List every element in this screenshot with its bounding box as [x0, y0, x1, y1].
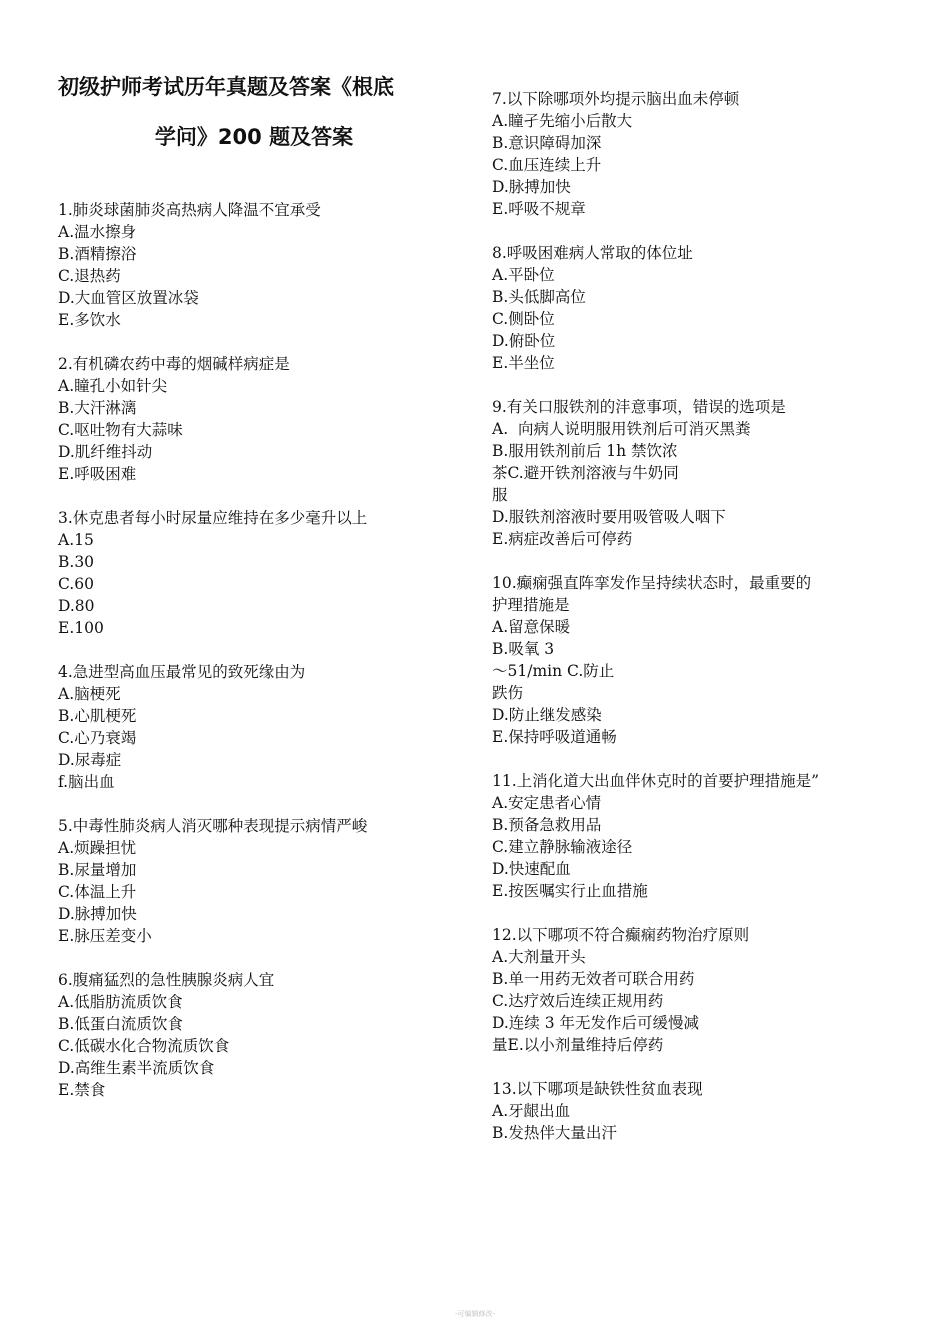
question-text: 1.肺炎球菌肺炎高热病人降温不宜承受: [58, 201, 321, 219]
question-line: A. 向病人说明服用铁剂后可消灭黑粪: [492, 420, 751, 438]
question-line: D.80: [58, 597, 95, 615]
question-line: E.100: [58, 619, 104, 637]
question-line: E.保持呼吸道通畅: [492, 728, 617, 746]
question-line: D.快速配血: [492, 860, 571, 878]
question-block: [492, 1078, 932, 1144]
question-block: [492, 572, 932, 748]
question-line: E.多饮水: [58, 311, 121, 329]
question-line: E.呼吸困难: [58, 465, 137, 483]
document-title-line-1: 初级护师考试历年真题及答案《根底: [58, 75, 394, 99]
question-text: 11.上消化道大出血伴休克时的首要护理措施是”: [492, 772, 820, 790]
question-line: D.大血管区放置冰袋: [58, 289, 199, 307]
question-line: ～51/min C.防止: [492, 662, 615, 680]
question-block: [58, 969, 478, 1101]
page-footer: -可编辑修改-: [454, 1310, 496, 1318]
question-block: [492, 396, 932, 550]
question-line: C.达疗效后连续正规用药: [492, 992, 664, 1010]
question-line: D.脉搏加快: [58, 905, 137, 923]
question-line: B.酒精擦浴: [58, 245, 137, 263]
question-line: B.服用铁剂前后 1h 禁饮浓: [492, 442, 678, 460]
question-block: [58, 507, 478, 639]
question-text: 10.癫痫强直阵挛发作呈持续状态时，最重要的: [492, 574, 812, 592]
question-line: B.尿量增加: [58, 861, 137, 879]
question-line: B.大汗淋漓: [58, 399, 137, 417]
question-line: D.脉搏加快: [492, 178, 571, 196]
question-line: 跌伤: [492, 684, 524, 702]
question-line: B.心肌梗死: [58, 707, 137, 725]
question-line: B.发热伴大量出汗: [492, 1124, 617, 1142]
question-line: C.心乃衰竭: [58, 729, 137, 747]
question-line: B.单一用药无效者可联合用药: [492, 970, 695, 988]
question-line: A.脑梗死: [58, 685, 121, 703]
document-title-line-2: 学问》200 题及答案: [154, 125, 354, 149]
question-line: A.大剂量开头: [492, 948, 586, 966]
question-line: A.安定患者心情: [492, 794, 602, 812]
question-block: [58, 661, 478, 793]
question-line: E.禁食: [58, 1081, 106, 1099]
question-text: 3.休克患者每小时尿量应维持在多少毫升以上: [58, 509, 368, 527]
question-line: C.退热药: [58, 267, 121, 285]
question-line: B.头低脚高位: [492, 288, 586, 306]
question-block: [492, 770, 932, 902]
question-text: 12.以下哪项不符合癫痫药物治疗原则: [492, 926, 750, 944]
left-column: [58, 199, 478, 1123]
question-line: D.尿毒症: [58, 751, 122, 769]
question-line: C.血压连续上升: [492, 156, 602, 174]
question-line: C.建立静脉输液途径: [492, 838, 633, 856]
question-line: 量E.以小剂量维持后停药: [492, 1036, 664, 1054]
question-block: [58, 815, 478, 947]
question-line: B.30: [58, 553, 95, 571]
question-line: E.呼吸不规章: [492, 200, 586, 218]
question-line: A.瞳孔小如针尖: [58, 377, 168, 395]
question-line: E.按医嘱实行止血措施: [492, 882, 648, 900]
question-line: A.瞳孑先缩小后散大: [492, 112, 633, 130]
question-line: C.侧卧位: [492, 310, 555, 328]
question-text: 9.有关口服铁剂的沣意事项，错误的选项是: [492, 398, 786, 416]
question-line: D.俯卧位: [492, 332, 556, 350]
question-line: A.温水擦身: [58, 223, 137, 241]
question-line: D.连续 3 年无发作后可缓慢减: [492, 1014, 700, 1032]
question-line: A.牙龈出血: [492, 1102, 571, 1120]
question-block: [492, 88, 932, 220]
question-block: [58, 353, 478, 485]
question-line: E.半坐位: [492, 354, 555, 372]
question-line: C.60: [58, 575, 94, 593]
question-line: C.低碳水化合物流质饮食: [58, 1037, 230, 1055]
question-block: [492, 924, 932, 1056]
question-text: 8.呼吸困难病人常取的体位址: [492, 244, 693, 262]
question-line: D.高维生素半流质饮食: [58, 1059, 215, 1077]
question-line: A.平卧位: [492, 266, 555, 284]
question-text: 5.中毒性肺炎病人消灭哪种表现提示病情严峻: [58, 817, 368, 835]
question-line: C.呕吐物有大蒜味: [58, 421, 183, 439]
question-text: 7.以下除哪项外均提示脑出血未停顿: [492, 90, 740, 108]
question-line: A.烦躁担忧: [58, 839, 137, 857]
question-line: E.脉压差变小: [58, 927, 152, 945]
question-text: 13.以下哪项是缺铁性贫血表现: [492, 1080, 703, 1098]
question-line: B.吸氧 3: [492, 640, 555, 658]
question-line: A.留意保暖: [492, 618, 571, 636]
question-line: A.15: [58, 531, 94, 549]
question-line: E.病症改善后可停药: [492, 530, 633, 548]
question-line: C.体温上升: [58, 883, 137, 901]
question-line: 茶C.避开铁剂溶液与牛奶同: [492, 464, 679, 482]
question-line: 护理措施是: [492, 596, 570, 614]
question-text: 6.腹痛猛烈的急性胰腺炎病人宜: [58, 971, 275, 989]
question-line: D.肌纤维抖动: [58, 443, 153, 461]
question-line: B.意识障碍加深: [492, 134, 602, 152]
question-line: f.脑出血: [58, 773, 115, 791]
question-text: 2.有机磷农药中毒的烟碱样病症是: [58, 355, 290, 373]
question-line: D.服铁剂溶液时要用吸管吸人咽下: [492, 508, 726, 526]
question-text: 4.急进型高血压最常见的致死缘由为: [58, 663, 306, 681]
question-line: B.预备急救用品: [492, 816, 602, 834]
question-block: [492, 242, 932, 374]
question-line: A.低脂肪流质饮食: [58, 993, 183, 1011]
right-column: [492, 88, 932, 1166]
question-line: B.低蛋白流质饮食: [58, 1015, 183, 1033]
question-block: [58, 199, 478, 331]
question-line: 服: [492, 486, 508, 504]
question-line: D.防止继发感染: [492, 706, 602, 724]
document-title: [58, 62, 450, 162]
